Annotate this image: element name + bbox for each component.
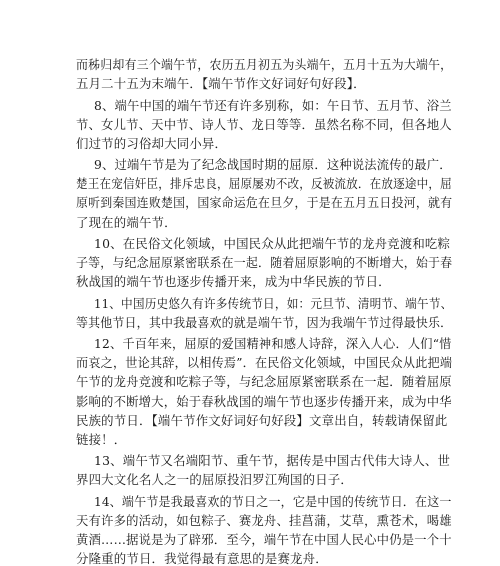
text-line: 9、过端午节是为了纪念战国时期的屈原．这种说法流传的最广． xyxy=(94,157,452,173)
text-line: 午节的龙舟竞渡和吃粽子等，与纪念屈原紧密联系在一起．随着屈原 xyxy=(76,374,452,390)
text-line: 而哀之，世论其辞，以相传焉”．在民俗文化领域，中国民众从此把端 xyxy=(76,355,453,371)
text-line: 分隆重的节日．我觉得最有意思的是赛龙舟． xyxy=(76,551,328,566)
text-line: 12、千百年来，屈原的爱国精神和感人诗辞，深入人心．人们“惜 xyxy=(94,336,452,352)
text-line: 链接！． xyxy=(76,431,127,447)
text-line: 10、在民俗文化领域，中国民众从此把端午节的龙舟竞渡和吃粽 xyxy=(94,236,451,251)
text-line: 秋战国的端午节也逐步传播开来，成为中华民族的节日． xyxy=(76,274,391,290)
text-line: 11、中国历史悠久有许多传统节日，如：元旦节、清明节、端午节、 xyxy=(94,295,453,311)
text-line: 们过节的习俗却大同小异． xyxy=(76,135,228,151)
text-line: 8、端午中国的端午节还有许多别称，如：午日节、五月节、浴兰 xyxy=(94,97,452,113)
text-line: 了现在的端午节． xyxy=(76,214,177,230)
text-line: 14、端午节是我最喜欢的节日之一，它是中国的传统节日．在这一 xyxy=(94,493,452,509)
text-line: 影响的不断增大，始于春秋战国的端午节也逐步传播开来，成为中华 xyxy=(76,393,452,409)
text-line: 原听到秦国连败楚国，国家命运危在旦夕，于是在五月五日投河，就有 xyxy=(76,195,453,211)
text-line: 等其他节日，其中我最喜欢的就是端午节，因为我端午节过得最快乐． xyxy=(76,314,453,330)
text-line: 子等，与纪念屈原紧密联系在一起．随着屈原影响的不断增大，始于春 xyxy=(76,255,453,271)
text-line: 五月二十五为末端午．【端午节作文好词好句好段】． xyxy=(76,76,366,92)
text-line: 而秭归却有三个端午节，农历五月初五为头端午，五月十五为大端午， xyxy=(76,57,453,72)
text-line: 界四大文化名人之一的屈原投汨罗江殉国的日子． xyxy=(76,472,353,488)
text-line: 楚王在宠信奸臣，排斥忠良，屈原屡劝不改，反被流放．在放逐途中，屈 xyxy=(76,176,452,192)
text-line: 13、端午节又名端阳节、重午节，据传是中国古代伟大诗人、世 xyxy=(94,453,451,469)
text-line: 节、女儿节、天中节、诗人节、龙日等等．虽然名称不同，但各地人 xyxy=(76,116,452,132)
text-line: 黄酒……据说是为了辟邪．至今，端午节在中国人民心中仍是一个十 xyxy=(76,531,452,547)
text-line: 天有许多的活动，如包粽子、赛龙舟、挂菖蒲，艾草，熏苍术，喝雄 xyxy=(76,512,452,528)
text-line: 民族的节日．【端午节作文好词好句好段】文章出自，转载请保留此 xyxy=(76,412,448,428)
